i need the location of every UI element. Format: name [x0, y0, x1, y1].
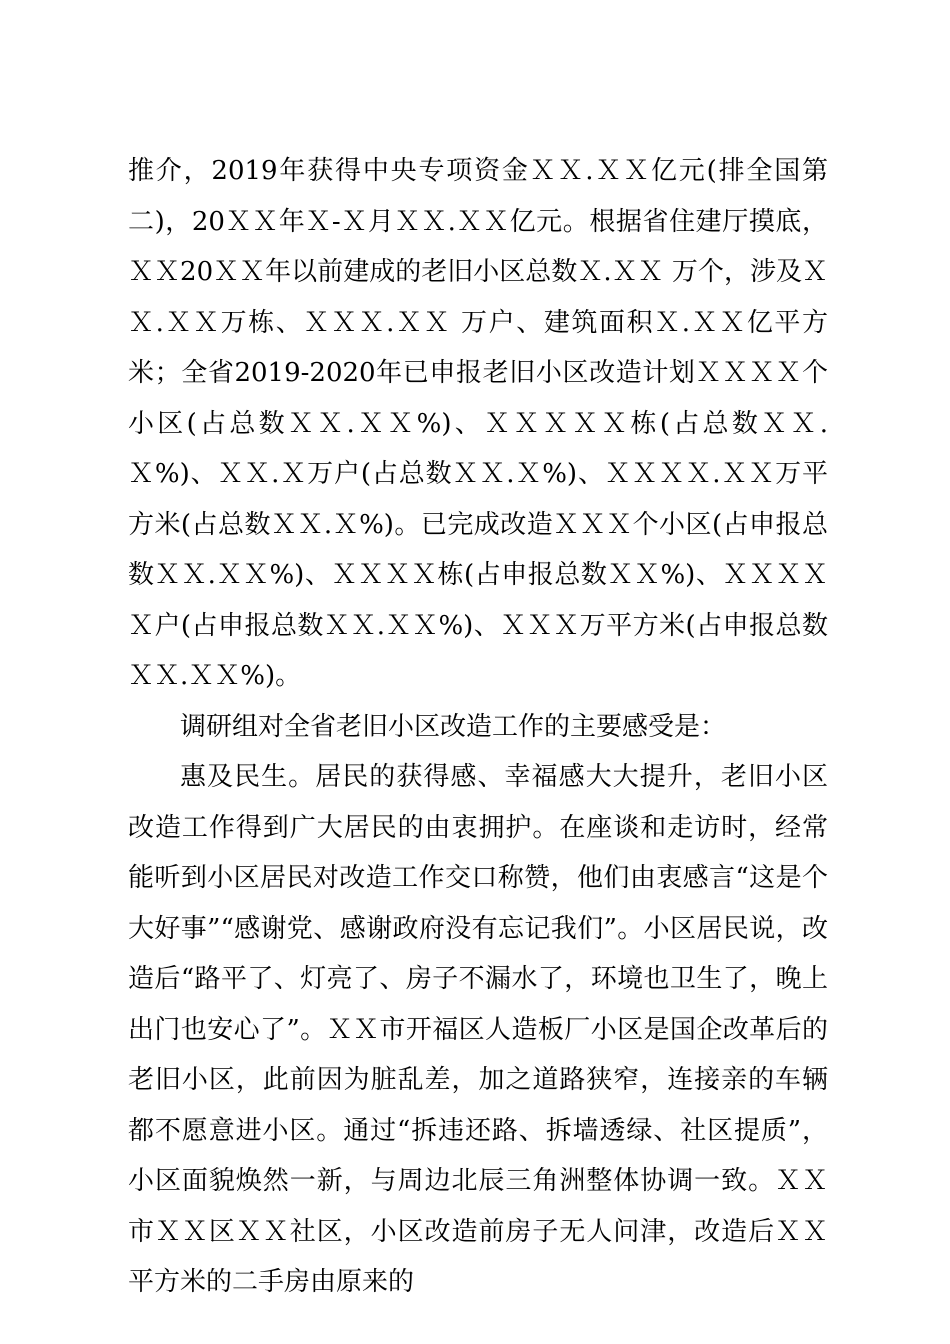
paragraph-survey-intro: 调研组对全省老旧小区改造工作的主要感受是：: [180, 711, 727, 742]
paragraph-funding-statistics: 推介，2019年获得中央专项资金ＸＸ.ＸＸ亿元(排全国第二)，20ＸＸ年Ｘ-Ｘ月ＸＸ.ＸＸ亿元。根据省住建厅摸底，ＸＸ20ＸＸ年以前建成的老旧小区总数Ｘ.ＸＸ 万个，涉及ＸＸ.ＸＸ万栋、ＸＸＸ.ＸＸ 万户、建筑面积Ｘ.ＸＸ亿平方米；全省2019-2020年已申报老旧小区改造计划ＸＸＸＸ个小区(占总数ＸＸ.ＸＸ%)、ＸＸＸＸＸ栋(占总数ＸＸ.Ｘ%)、ＸＸ.Ｘ万户(占总数ＸＸ.Ｘ%)、ＸＸＸＸ.ＸＸ万平方米(占总数ＸＸ.Ｘ%)。已完成改造ＸＸＸ个小区(占申报总数ＸＸ.ＸＸ%)、ＸＸＸＸ栋(占申报总数ＸＸ%)、ＸＸＸＸＸ户(占申报总数ＸＸ.ＸＸ%)、ＸＸＸ万平方米(占申报总数ＸＸ.ＸＸ%)。: [128, 156, 828, 691]
paragraph-benefit-livelihood: 惠及民生。居民的获得感、幸福感大大提升，老旧小区改造工作得到广大居民的由衷拥护。在座谈和走访时，经常能听到小区居民对改造工作交口称赞，他们由衷感言“这是个大好事”“感谢党、感谢政府没有忘记我们”。小区居民说，改造后“路平了、灯亮了、房子不漏水了，环境也卫生了，晚上出门也安心了”。ＸＸ市开福区人造板厂小区是国企改革后的老旧小区，此前因为脏乱差，加之道路狭窄，连接亲的车辆都不愿意进小区。通过“拆违还路、拆墙透绿、社区提质”，小区面貌焕然一新，与周边北辰三角洲整体协调一致。ＸＸ市ＸＸ区ＸＸ社区，小区改造前房子无人问津，改造后ＸＸ平方米的二手房由原来的: [128, 762, 828, 1297]
document-body: [128, 146, 828, 1308]
